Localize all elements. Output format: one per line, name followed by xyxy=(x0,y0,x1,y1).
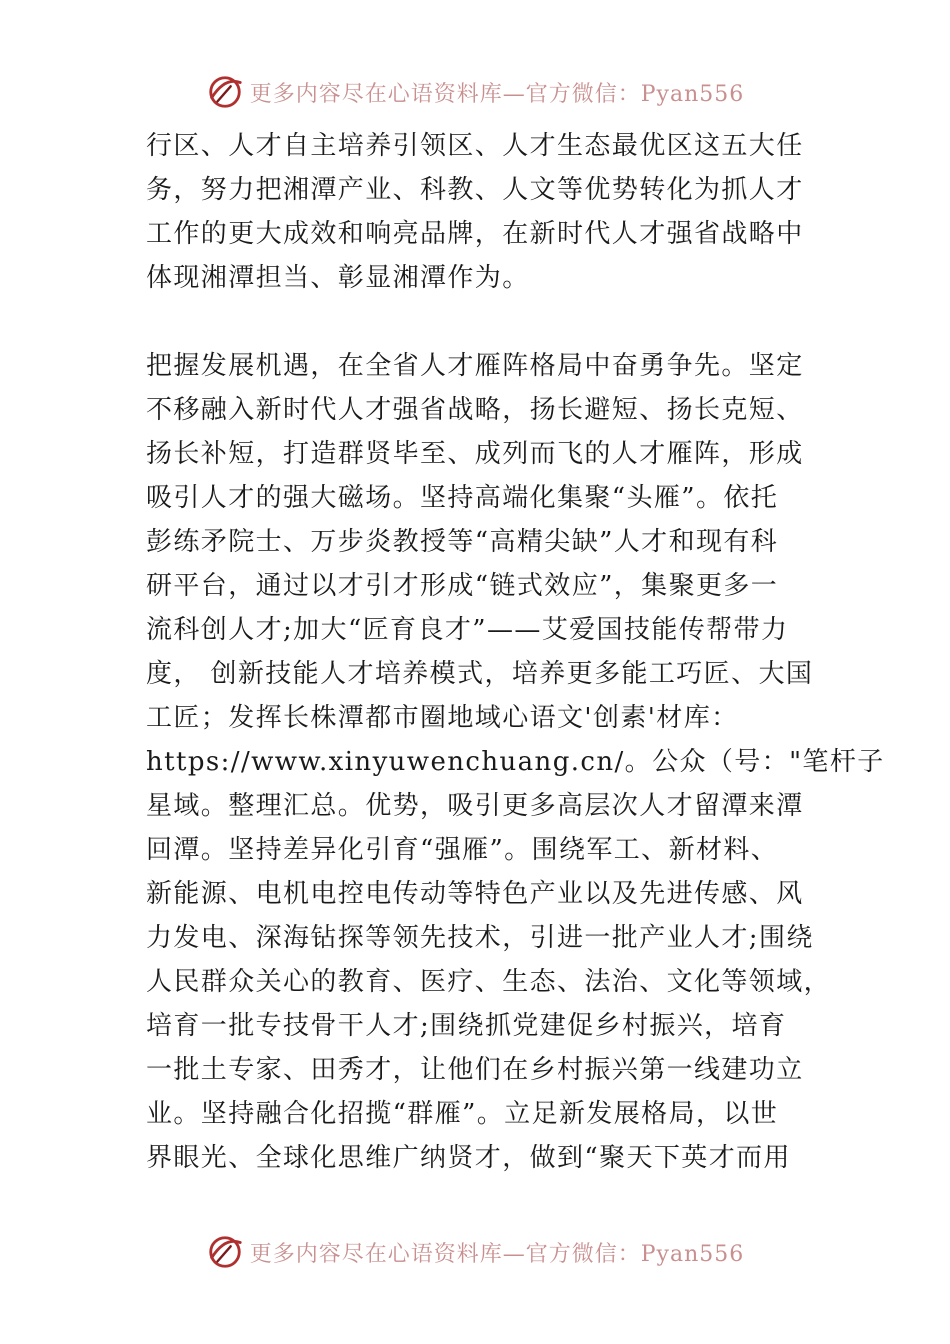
text-line: 彭练矛院士、万步炎教授等“高精尖缺”人才和现有科 xyxy=(146,527,779,557)
footer-banner-text: 更多内容尽在心语资料库—官方微信：Pyan556 xyxy=(249,1241,745,1267)
text-line: 培育一批专技骨干人才;围绕抓党建促乡村振兴，培育 xyxy=(146,1011,787,1041)
text-line: 吸引人才的强大磁场。坚持高端化集聚“头雁”。依托 xyxy=(146,483,779,513)
logo-icon xyxy=(206,73,244,111)
header-banner xyxy=(0,70,950,114)
paragraph-2 xyxy=(146,344,885,1180)
logo-icon xyxy=(206,1233,244,1271)
text-line: 不移融入新时代人才强省战略，扬长避短、扬长克短、 xyxy=(146,395,804,425)
text-line: 回潭。坚持差异化引育“强雁”。围绕军工、新材料、 xyxy=(146,835,779,865)
text-line: 体现湘潭担当、彰显湘潭作为。 xyxy=(146,263,530,293)
header-banner-text: 更多内容尽在心语资料库—官方微信：Pyan556 xyxy=(249,81,745,107)
paragraph-gap xyxy=(146,300,810,344)
text-line: 新能源、电机电控电传动等特色产业以及先进传感、风 xyxy=(146,879,804,909)
text-line: 一批土专家、田秀才，让他们在乡村振兴第一线建功立 xyxy=(146,1055,804,1085)
document-body xyxy=(146,124,885,1180)
text-line: 工作的更大成效和响亮品牌，在新时代人才强省战略中 xyxy=(146,219,804,249)
footer-banner xyxy=(0,1230,950,1274)
text-line: 行区、人才自主培养引领区、人才生态最优区这五大任 xyxy=(146,131,804,161)
text-line: 星域。整理汇总。优势，吸引更多高层次人才留潭来潭 xyxy=(146,791,804,821)
text-line: 务，努力把湘潭产业、科教、人文等优势转化为抓人才 xyxy=(146,175,804,205)
text-line: 工匠；发挥长株潭都市圈地域心语文'创素'材库： xyxy=(146,703,739,733)
text-line: 度， 创新技能人才培养模式，培养更多能工巧匠、大国 xyxy=(146,659,814,689)
text-line: https://www.xinyuwenchuang.cn/。公众（号："笔杆子 xyxy=(146,747,885,777)
text-line: 扬长补短，打造群贤毕至、成列而飞的人才雁阵，形成 xyxy=(146,439,804,469)
text-line: 界眼光、全球化思维广纳贤才，做到“聚天下英才而用 xyxy=(146,1143,791,1173)
text-line: 流科创人才;加大“匠育良才”——艾爱国技能传帮带力 xyxy=(146,615,789,645)
text-line: 人民群众关心的教育、医疗、生态、法治、文化等领域， xyxy=(146,967,832,997)
text-line: 力发电、深海钻探等领先技术，引进一批产业人才;围绕 xyxy=(146,923,814,953)
text-line: 业。坚持融合化招揽“群雁”。立足新发展格局，以世 xyxy=(146,1099,779,1129)
text-line: 把握发展机遇，在全省人才雁阵格局中奋勇争先。坚定 xyxy=(146,351,804,381)
paragraph-1 xyxy=(146,124,810,300)
text-line: 研平台，通过以才引才形成“链式效应”，集聚更多一 xyxy=(146,571,779,601)
